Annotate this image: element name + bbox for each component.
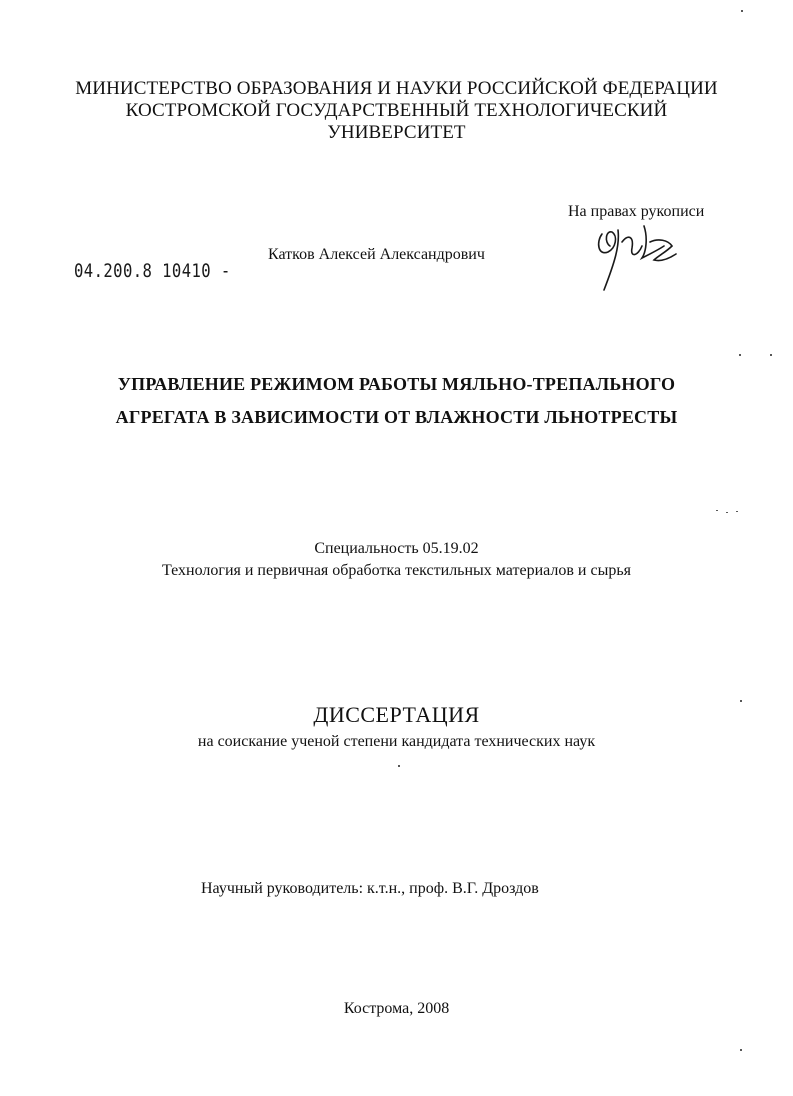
scan-speck — [736, 511, 738, 512]
title-line-2: АГРЕГАТА В ЗАВИСИМОСТИ ОТ ВЛАЖНОСТИ ЛЬНОТРЕСТЫ — [115, 407, 678, 427]
specialty-name: Технология и первичная обработка текстильных материалов и сырья — [161, 562, 631, 579]
ministry-line-2: КОСТРОМСКОЙ ГОСУДАРСТВЕННЫЙ ТЕХНОЛОГИЧЕСКИЙ — [125, 100, 668, 121]
scan-speck — [726, 512, 728, 513]
author-name: Катков Алексей Александрович — [268, 246, 485, 263]
signature-icon — [588, 212, 684, 292]
dissertation-subtitle: на соискание ученой степени кандидата технических наук — [197, 733, 596, 750]
scan-speck — [770, 354, 772, 356]
scan-speck — [740, 700, 742, 702]
scan-speck — [739, 354, 741, 356]
ministry-line-3: УНИВЕРСИТЕТ — [327, 122, 466, 143]
city-year: Кострома, 2008 — [343, 1000, 450, 1017]
scan-speck — [716, 510, 718, 511]
dissertation-heading: ДИССЕРТАЦИЯ — [313, 702, 480, 727]
archive-stamp: 04.200.8 10410 - — [74, 260, 231, 282]
ministry-header — [0, 78, 793, 144]
scan-speck — [740, 1049, 742, 1051]
manuscript-rights-note: На правах рукописи — [568, 203, 705, 220]
specialty-code: Специальность 05.19.02 — [314, 540, 479, 557]
ministry-line-1: МИНИСТЕРСТВО ОБРАЗОВАНИЯ И НАУКИ РОССИЙСКОЙ ФЕДЕРАЦИИ — [75, 78, 718, 99]
scan-speck — [398, 765, 400, 767]
supervisor-line: Научный руководитель: к.т.н., проф. В.Г. Дроздов — [201, 880, 539, 897]
dissertation-title — [0, 368, 793, 434]
scan-speck — [741, 10, 743, 12]
specialty-block — [0, 538, 793, 582]
title-line-1: УПРАВЛЕНИЕ РЕЖИМОМ РАБОТЫ МЯЛЬНО-ТРЕПАЛЬНОГО — [117, 374, 676, 394]
